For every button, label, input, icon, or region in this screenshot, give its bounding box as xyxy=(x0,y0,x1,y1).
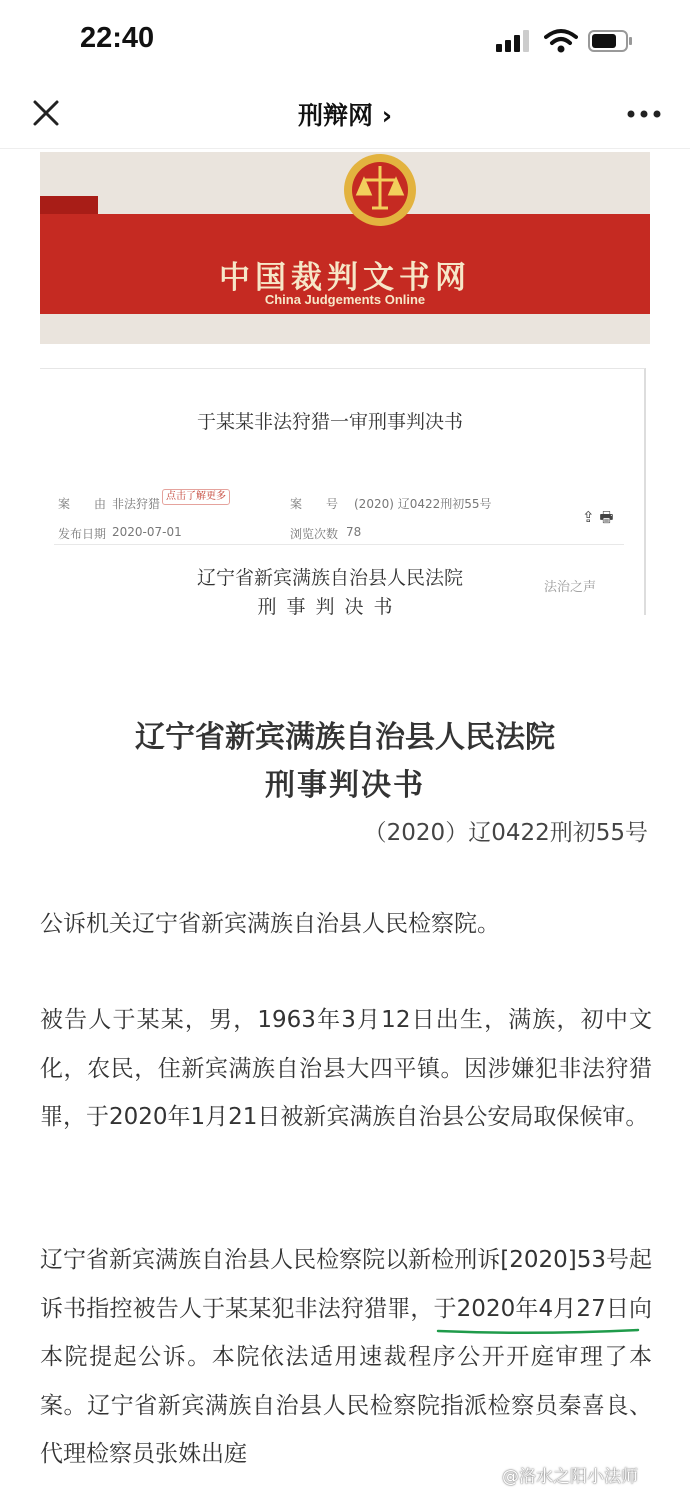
source-watermark: 法治之声 xyxy=(544,580,597,595)
card-divider xyxy=(54,544,624,545)
cause-value: 非法狩猎 xyxy=(112,497,161,511)
case-number: （2020）辽0422刑初55号 xyxy=(363,820,648,846)
court-site-banner xyxy=(40,152,650,344)
more-options-icon[interactable] xyxy=(626,106,662,122)
wifi-icon xyxy=(544,28,578,54)
nav-title[interactable]: 刑辩网 › xyxy=(297,101,392,130)
document-title: 于某某非法狩猎一审刑事判决书 xyxy=(196,411,463,433)
views-label: 浏览次数 xyxy=(290,527,339,541)
highlight-underline xyxy=(436,1327,640,1337)
card-court-name: 辽宁省新宾满族自治县人民法院 xyxy=(196,567,463,589)
date-label: 发布日期 xyxy=(58,527,107,541)
nav-bar xyxy=(0,82,690,149)
case-label: 案 号 xyxy=(290,497,339,511)
court-heading: 辽宁省新宾满族自治县人民法院 xyxy=(135,720,555,755)
paragraph-indictment: 辽宁省新宾满族自治县人民检察院以新检刑诉[2020]53号起诉书指控被告人于某某犯非法狩猎罪，于2020年4月27日向本院提起公诉。本院依法适用速裁程序公开开庭审理了本案。辽宁省新宾满族自治县人民检察院指派检察员秦喜良、代理检察员张姝出庭 xyxy=(40,1247,652,1467)
status-time: 22:40 xyxy=(80,22,155,54)
court-emblem-icon xyxy=(340,152,420,232)
download-print-icons[interactable]: ⇪ 🖶 xyxy=(582,508,614,526)
status-bar xyxy=(0,0,690,82)
banner-title-cn: 中国裁判文书网 xyxy=(219,260,471,296)
views-value: 78 xyxy=(346,525,362,539)
case-value: (2020) 辽0422刑初55号 xyxy=(354,497,492,511)
cause-label: 案 由 xyxy=(58,497,107,511)
cellular-signal-icon xyxy=(496,30,532,52)
paragraph-prosecutor: 公诉机关辽宁省新宾满族自治县人民检察院。 xyxy=(40,911,500,937)
banner-title-en: China Judgements Online xyxy=(264,292,426,307)
card-doc-type: 刑事判决书 xyxy=(257,596,403,618)
paragraph-defendant: 被告人于某某，男，1963年3月12日出生，满族，初中文化，农民，住新宾满族自治县大四平镇。因涉嫌犯非法狩猎罪，于2020年1月21日被新宾满族自治县公安局取保候审。 xyxy=(40,1007,652,1130)
weibo-watermark: @洛水之阳小法师 xyxy=(502,1467,638,1487)
doc-heading: 刑事判决书 xyxy=(265,768,425,803)
date-value: 2020-07-01 xyxy=(112,525,182,539)
battery-icon xyxy=(588,30,632,52)
learn-more-tag[interactable]: 点击了解更多 xyxy=(162,489,230,505)
